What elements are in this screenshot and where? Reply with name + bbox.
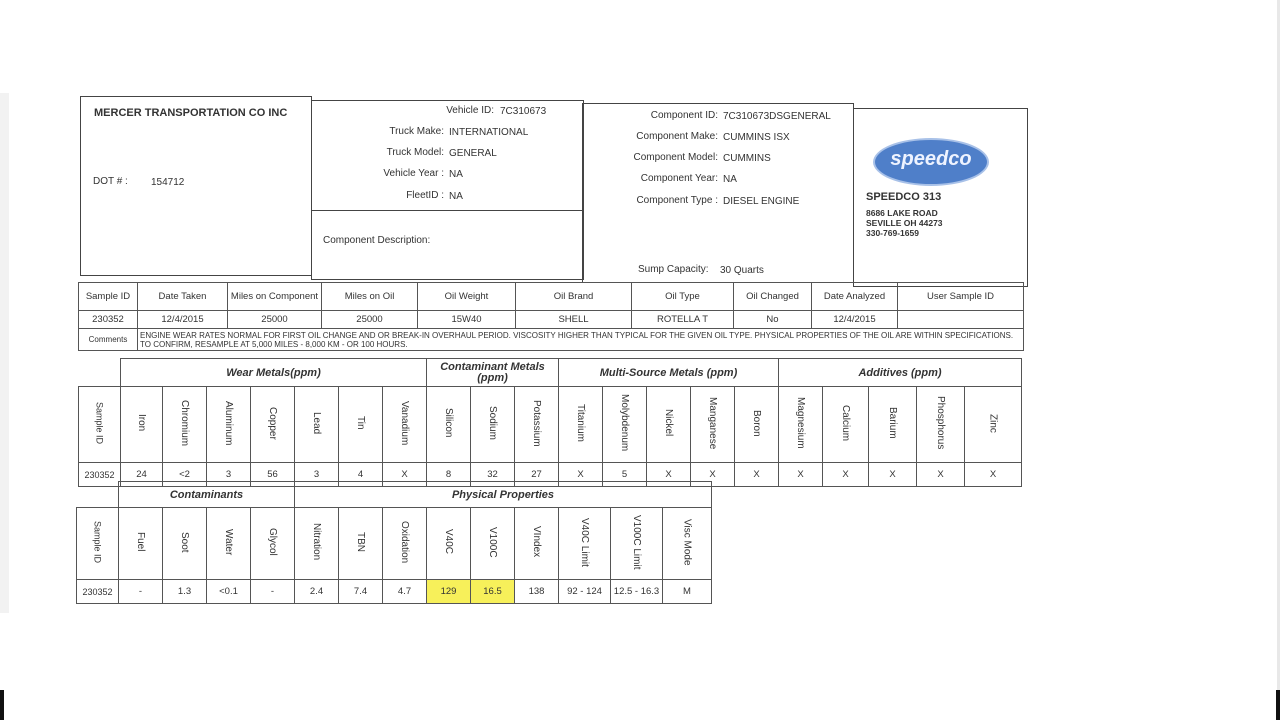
- vehicle-id-label: Vehicle ID:: [446, 105, 494, 116]
- value-date-analyzed: 12/4/2015: [812, 311, 898, 329]
- col-phosphorus: Phosphorus: [935, 396, 946, 450]
- metals-value-sodium: 32: [471, 463, 515, 487]
- scan-edge-left: [0, 93, 9, 613]
- metals-value-iron: 24: [121, 463, 163, 487]
- component-type-value: DIESEL ENGINE: [723, 196, 800, 207]
- metals-corner: [79, 359, 121, 387]
- group-contaminants: Contaminants: [119, 482, 295, 508]
- lab-address-1: 8686 LAKE ROAD: [866, 208, 938, 218]
- metals-value-zinc: X: [965, 463, 1022, 487]
- header-date-taken: Date Taken: [138, 283, 228, 311]
- metals-table: [78, 358, 1022, 487]
- col-oxidation: Oxidation: [399, 520, 410, 564]
- col-barium: Barium: [887, 407, 898, 439]
- phys-value-oxidation: 4.7: [383, 580, 427, 604]
- phys-value-tbn: 7.4: [339, 580, 383, 604]
- component-box: [582, 103, 854, 283]
- phys-value-v100c-limit: 12.5 - 16.3: [611, 580, 663, 604]
- value-miles-oil: 25000: [322, 311, 418, 329]
- col-water: Water: [223, 528, 234, 556]
- value-date-taken: 12/4/2015: [138, 311, 228, 329]
- value-sample-id: 230352: [79, 311, 138, 329]
- col-visc-mode: Visc Mode: [681, 518, 693, 566]
- value-oil-weight: 15W40: [418, 311, 516, 329]
- metals-value-titanium: X: [559, 463, 603, 487]
- metals-value-phosphorus: X: [917, 463, 965, 487]
- component-type-label: Component Type :: [636, 195, 718, 206]
- phys-col-sample-id: Sample ID: [92, 520, 103, 564]
- col-nickel: Nickel: [663, 409, 674, 437]
- component-make-label: Component Make:: [636, 131, 718, 142]
- col-v100c-limit: V100C Limit: [631, 514, 642, 570]
- metals-value-manganese: X: [691, 463, 735, 487]
- lab-name: SPEEDCO 313: [866, 191, 942, 203]
- value-oil-type: ROTELLA T: [632, 311, 734, 329]
- col-magnesium: Magnesium: [795, 397, 806, 449]
- value-user-sample-id: [898, 311, 1024, 329]
- vehicle-divider: [312, 210, 582, 211]
- col-fuel: Fuel: [135, 532, 146, 552]
- col-lead: Lead: [311, 411, 322, 435]
- col-boron: Boron: [751, 409, 762, 437]
- col-calcium: Calcium: [840, 404, 851, 442]
- component-description-label: Component Description:: [323, 235, 431, 246]
- speedco-logo-text: speedco: [890, 147, 972, 170]
- component-model-label: Component Model:: [633, 152, 718, 163]
- comments-label: Comments: [79, 329, 138, 351]
- col-v40c-limit: V40C Limit: [579, 517, 590, 567]
- phys-value-v40c: 129: [427, 580, 471, 604]
- metals-value-silicon: 8: [427, 463, 471, 487]
- col-chromium: Chromium: [179, 399, 190, 447]
- col-sample-id: Sample ID: [94, 401, 105, 445]
- col-tbn: TBN: [355, 532, 366, 552]
- metals-value-calcium: X: [823, 463, 869, 487]
- col-silicon: Silicon: [443, 408, 454, 438]
- phys-value-vindex: 138: [515, 580, 559, 604]
- component-year-value: NA: [723, 174, 737, 185]
- metals-value-aluminum: 3: [207, 463, 251, 487]
- group-contaminant-metals: Contaminant Metals (ppm): [427, 359, 559, 387]
- group-additives: Additives (ppm): [779, 359, 1022, 387]
- component-id-label: Component ID:: [650, 110, 718, 121]
- header-oil-weight: Oil Weight: [418, 283, 516, 311]
- sump-capacity-value: 30 Quarts: [720, 265, 764, 276]
- col-nitration: Nitration: [311, 523, 322, 561]
- header-user-sample-id: User Sample ID: [898, 283, 1024, 311]
- phys-value-v100c: 16.5: [471, 580, 515, 604]
- value-oil-brand: SHELL: [516, 311, 632, 329]
- col-v100c: V100C: [487, 526, 498, 558]
- truck-make-value: INTERNATIONAL: [449, 127, 529, 138]
- truck-make-label: Truck Make:: [389, 126, 444, 137]
- component-year-label: Component Year:: [640, 173, 718, 184]
- header-miles-oil: Miles on Oil: [322, 283, 418, 311]
- phys-value-soot: 1.3: [163, 580, 207, 604]
- metals-value-boron: X: [735, 463, 779, 487]
- header-miles-component: Miles on Component: [228, 283, 322, 311]
- metals-value-vanadium: X: [383, 463, 427, 487]
- metals-value-chromium: <2: [163, 463, 207, 487]
- col-tin: Tin: [355, 416, 366, 430]
- header-oil-type: Oil Type: [632, 283, 734, 311]
- dot-label: DOT # :: [93, 176, 128, 187]
- scan-corner-left: [0, 690, 4, 720]
- col-aluminum: Aluminum: [223, 400, 234, 446]
- scan-corner-right: [1276, 690, 1280, 720]
- metals-value-molybdenum: 5: [603, 463, 647, 487]
- metals-value-tin: 4: [339, 463, 383, 487]
- phys-value-visc-mode: M: [663, 580, 712, 604]
- metals-value-lead: 3: [295, 463, 339, 487]
- vehicle-year-label: Vehicle Year :: [383, 168, 444, 179]
- col-v40c: V40C: [443, 529, 454, 555]
- phys-value-sample-id: 230352: [77, 580, 119, 604]
- fleet-id-label: FleetID :: [406, 190, 444, 201]
- header-oil-changed: Oil Changed: [734, 283, 812, 311]
- comments-text: ENGINE WEAR RATES NORMAL FOR FIRST OIL CHANGE AND OR BREAK-IN OVERHAUL PERIOD. VISCOSITY HIGHER THAN TYPICAL FOR THE GIVEN OIL TYPE. PHYSICAL PROPERTIES OF THE OIL ARE WITHIN SPECIFICATIONS. TO CONFIRM, RESAMPLE AT 5,000 MILES - 8,000 KM - OR 100 HOURS.: [138, 329, 1024, 351]
- vehicle-year-value: NA: [449, 169, 463, 180]
- group-multi-source-metals: Multi-Source Metals (ppm): [559, 359, 779, 387]
- dot-value: 154712: [151, 177, 185, 188]
- col-molybdenum: Molybdenum: [619, 394, 630, 452]
- metals-value-magnesium: X: [779, 463, 823, 487]
- phys-value-nitration: 2.4: [295, 580, 339, 604]
- fleet-id-value: NA: [449, 191, 463, 202]
- header-date-analyzed: Date Analyzed: [812, 283, 898, 311]
- value-oil-changed: No: [734, 311, 812, 329]
- lab-address-2: SEVILLE OH 44273: [866, 218, 943, 228]
- value-miles-component: 25000: [228, 311, 322, 329]
- physical-corner: [77, 482, 119, 508]
- company-name: MERCER TRANSPORTATION CO INC: [94, 107, 288, 119]
- sump-capacity-label: Sump Capacity:: [638, 264, 709, 275]
- metals-value-barium: X: [869, 463, 917, 487]
- col-copper: Copper: [267, 406, 278, 440]
- phys-value-glycol: -: [251, 580, 295, 604]
- physical-table: [76, 481, 712, 604]
- metals-value-nickel: X: [647, 463, 691, 487]
- truck-model-value: GENERAL: [449, 148, 497, 159]
- component-id-value: 7C310673DSGENERAL: [723, 111, 831, 122]
- col-sodium: Sodium: [487, 406, 498, 440]
- phys-value-fuel: -: [119, 580, 163, 604]
- col-manganese: Manganese: [707, 396, 718, 450]
- col-soot: Soot: [179, 531, 190, 553]
- col-glycol: Glycol: [267, 528, 278, 556]
- truck-model-label: Truck Model:: [386, 147, 444, 158]
- group-wear-metals: Wear Metals(ppm): [121, 359, 427, 387]
- phys-value-v40c-limit: 92 - 124: [559, 580, 611, 604]
- lab-phone: 330-769-1659: [866, 228, 919, 238]
- component-model-value: CUMMINS: [723, 153, 771, 164]
- group-physical-properties: Physical Properties: [295, 482, 712, 508]
- col-iron: Iron: [136, 414, 147, 432]
- metals-value-potassium: 27: [515, 463, 559, 487]
- phys-value-water: <0.1: [207, 580, 251, 604]
- header-oil-brand: Oil Brand: [516, 283, 632, 311]
- col-vanadium: Vanadium: [399, 400, 410, 446]
- col-potassium: Potassium: [531, 399, 542, 447]
- col-vindex: VIndex: [531, 526, 542, 558]
- metals-value-copper: 56: [251, 463, 295, 487]
- metals-value-sample-id: 230352: [79, 463, 121, 487]
- component-make-value: CUMMINS ISX: [723, 132, 790, 143]
- sample-info-table: [78, 282, 1024, 351]
- header-sample-id: Sample ID: [79, 283, 138, 311]
- col-zinc: Zinc: [987, 413, 999, 433]
- col-titanium: Titanium: [575, 404, 586, 442]
- vehicle-id-value: 7C310673: [500, 106, 547, 117]
- speedco-logo: [873, 138, 989, 186]
